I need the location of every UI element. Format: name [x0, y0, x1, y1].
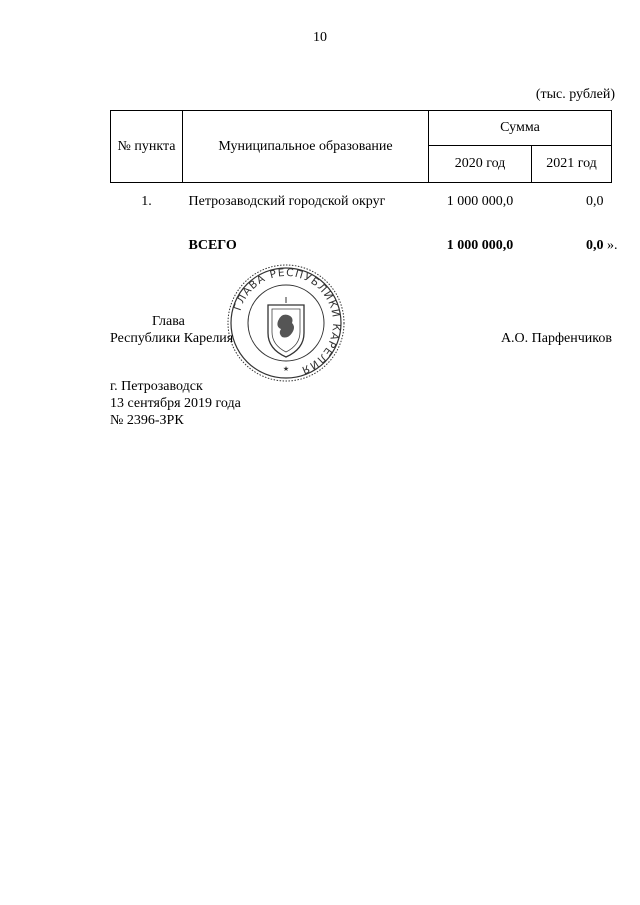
signature-title: Глава	[152, 314, 185, 329]
total-row	[111, 221, 612, 271]
place-and-date	[110, 378, 241, 429]
header-item-no: № пункта	[111, 111, 183, 183]
official-seal-icon	[226, 263, 346, 383]
date: 13 сентября 2019 года	[110, 396, 241, 411]
page-number: 10	[313, 30, 327, 45]
table-row	[111, 183, 612, 222]
total-amount-2021: 0,0	[586, 238, 604, 253]
seal-text: ГЛАВА РЕСПУБЛИКИ КАРЕЛИЯ	[231, 266, 343, 377]
signatory-name: А.О. Парфенчиков	[500, 331, 612, 346]
city: г. Петрозаводск	[110, 379, 203, 394]
total-amount-2020: 1 000 000,0	[446, 238, 514, 253]
total-label: ВСЕГО	[188, 238, 237, 253]
row-number: 1.	[141, 194, 152, 209]
signature-org: Республики Карелия	[110, 331, 234, 346]
units-label: (тыс. рублей)	[535, 87, 615, 102]
row-municipality: Петрозаводский городской округ	[188, 194, 386, 209]
header-year-2021: 2021 год	[532, 146, 612, 183]
law-number: № 2396-ЗРК	[110, 413, 184, 428]
row-amount-2021: 0,0	[586, 194, 604, 209]
svg-text:★: ★	[282, 365, 290, 373]
budget-table	[110, 110, 618, 271]
row-amount-2020: 1 000 000,0	[446, 194, 514, 209]
header-year-2020: 2020 год	[429, 146, 532, 183]
header-sum: Сумма	[429, 111, 612, 146]
header-municipality: Муниципальное образование	[183, 111, 429, 183]
closing-quote: ».	[607, 238, 618, 253]
